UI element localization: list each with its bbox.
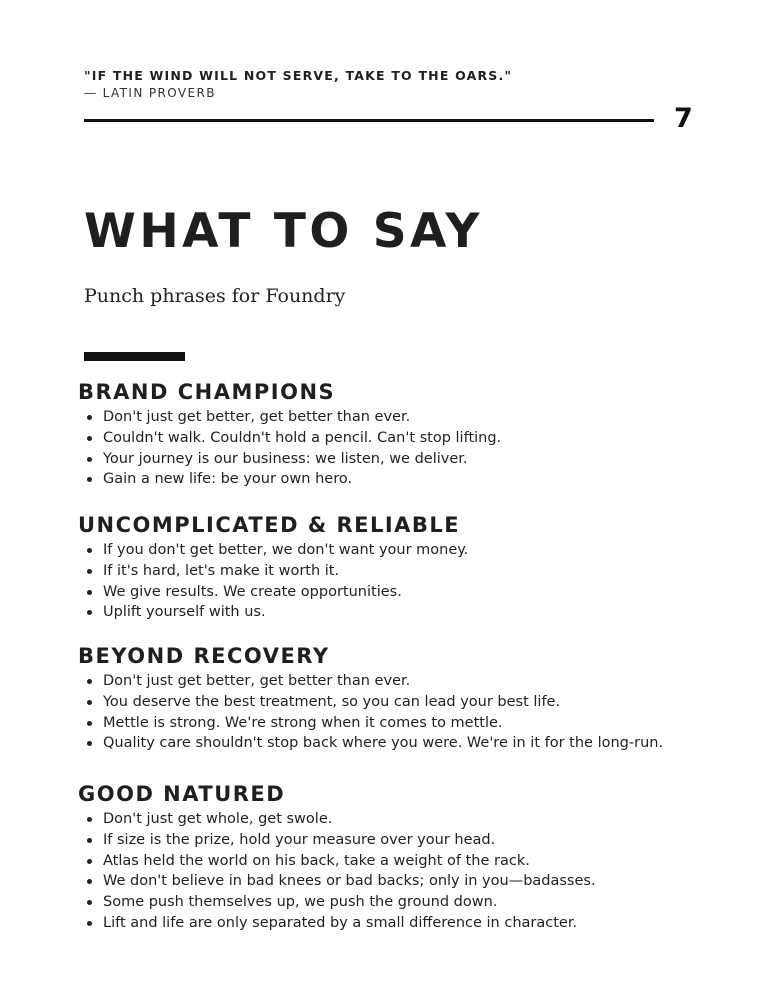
section-heading: UNCOMPLICATED & RELIABLE (78, 513, 461, 537)
list-item: Some push themselves up, we push the ground down. (78, 892, 758, 913)
list-item: Don't just get whole, get swole. (78, 809, 758, 830)
list-item: Atlas held the world on his back, take a weight of the rack. (78, 851, 758, 872)
epigraph-quote: "IF THE WIND WILL NOT SERVE, TAKE TO THE OARS." (84, 68, 513, 83)
accent-bar (84, 352, 185, 361)
section-heading: GOOD NATURED (78, 782, 286, 806)
section-good-natured (78, 781, 758, 934)
section-beyond-recovery (78, 643, 758, 754)
list-item: We don't believe in bad knees or bad backs; only in you—badasses. (78, 871, 758, 892)
list-item: Lift and life are only separated by a small difference in character. (78, 913, 758, 934)
phrase-list (78, 407, 758, 490)
phrase-list (78, 671, 758, 754)
list-item: Quality care shouldn't stop back where you were. We're in it for the long-run. (78, 733, 758, 754)
list-item: Don't just get better, get better than ever. (78, 671, 758, 692)
list-item: If you don't get better, we don't want your money. (78, 540, 758, 561)
list-item: Gain a new life: be your own hero. (78, 469, 758, 490)
section-heading: BRAND CHAMPIONS (78, 380, 336, 404)
list-item: We give results. We create opportunities. (78, 582, 758, 603)
list-item: Mettle is strong. We're strong when it comes to mettle. (78, 713, 758, 734)
epigraph-attribution: — LATIN PROVERB (84, 86, 216, 100)
section-heading: BEYOND RECOVERY (78, 644, 330, 668)
page-number: 7 (674, 103, 693, 134)
header-divider (84, 119, 654, 122)
list-item: If size is the prize, hold your measure over your head. (78, 830, 758, 851)
list-item: Don't just get better, get better than ever. (78, 407, 758, 428)
list-item: If it's hard, let's make it worth it. (78, 561, 758, 582)
list-item: You deserve the best treatment, so you can lead your best life. (78, 692, 758, 713)
list-item: Couldn't walk. Couldn't hold a pencil. Can't stop lifting. (78, 428, 758, 449)
list-item: Your journey is our business: we listen, we deliver. (78, 449, 758, 470)
phrase-list (78, 540, 758, 623)
phrase-list (78, 809, 758, 934)
page-title: WHAT TO SAY (84, 204, 483, 259)
page-subtitle: Punch phrases for Foundry (84, 285, 346, 307)
section-brand-champions (78, 379, 758, 490)
list-item: Uplift yourself with us. (78, 602, 758, 623)
section-uncomplicated-reliable (78, 512, 758, 623)
